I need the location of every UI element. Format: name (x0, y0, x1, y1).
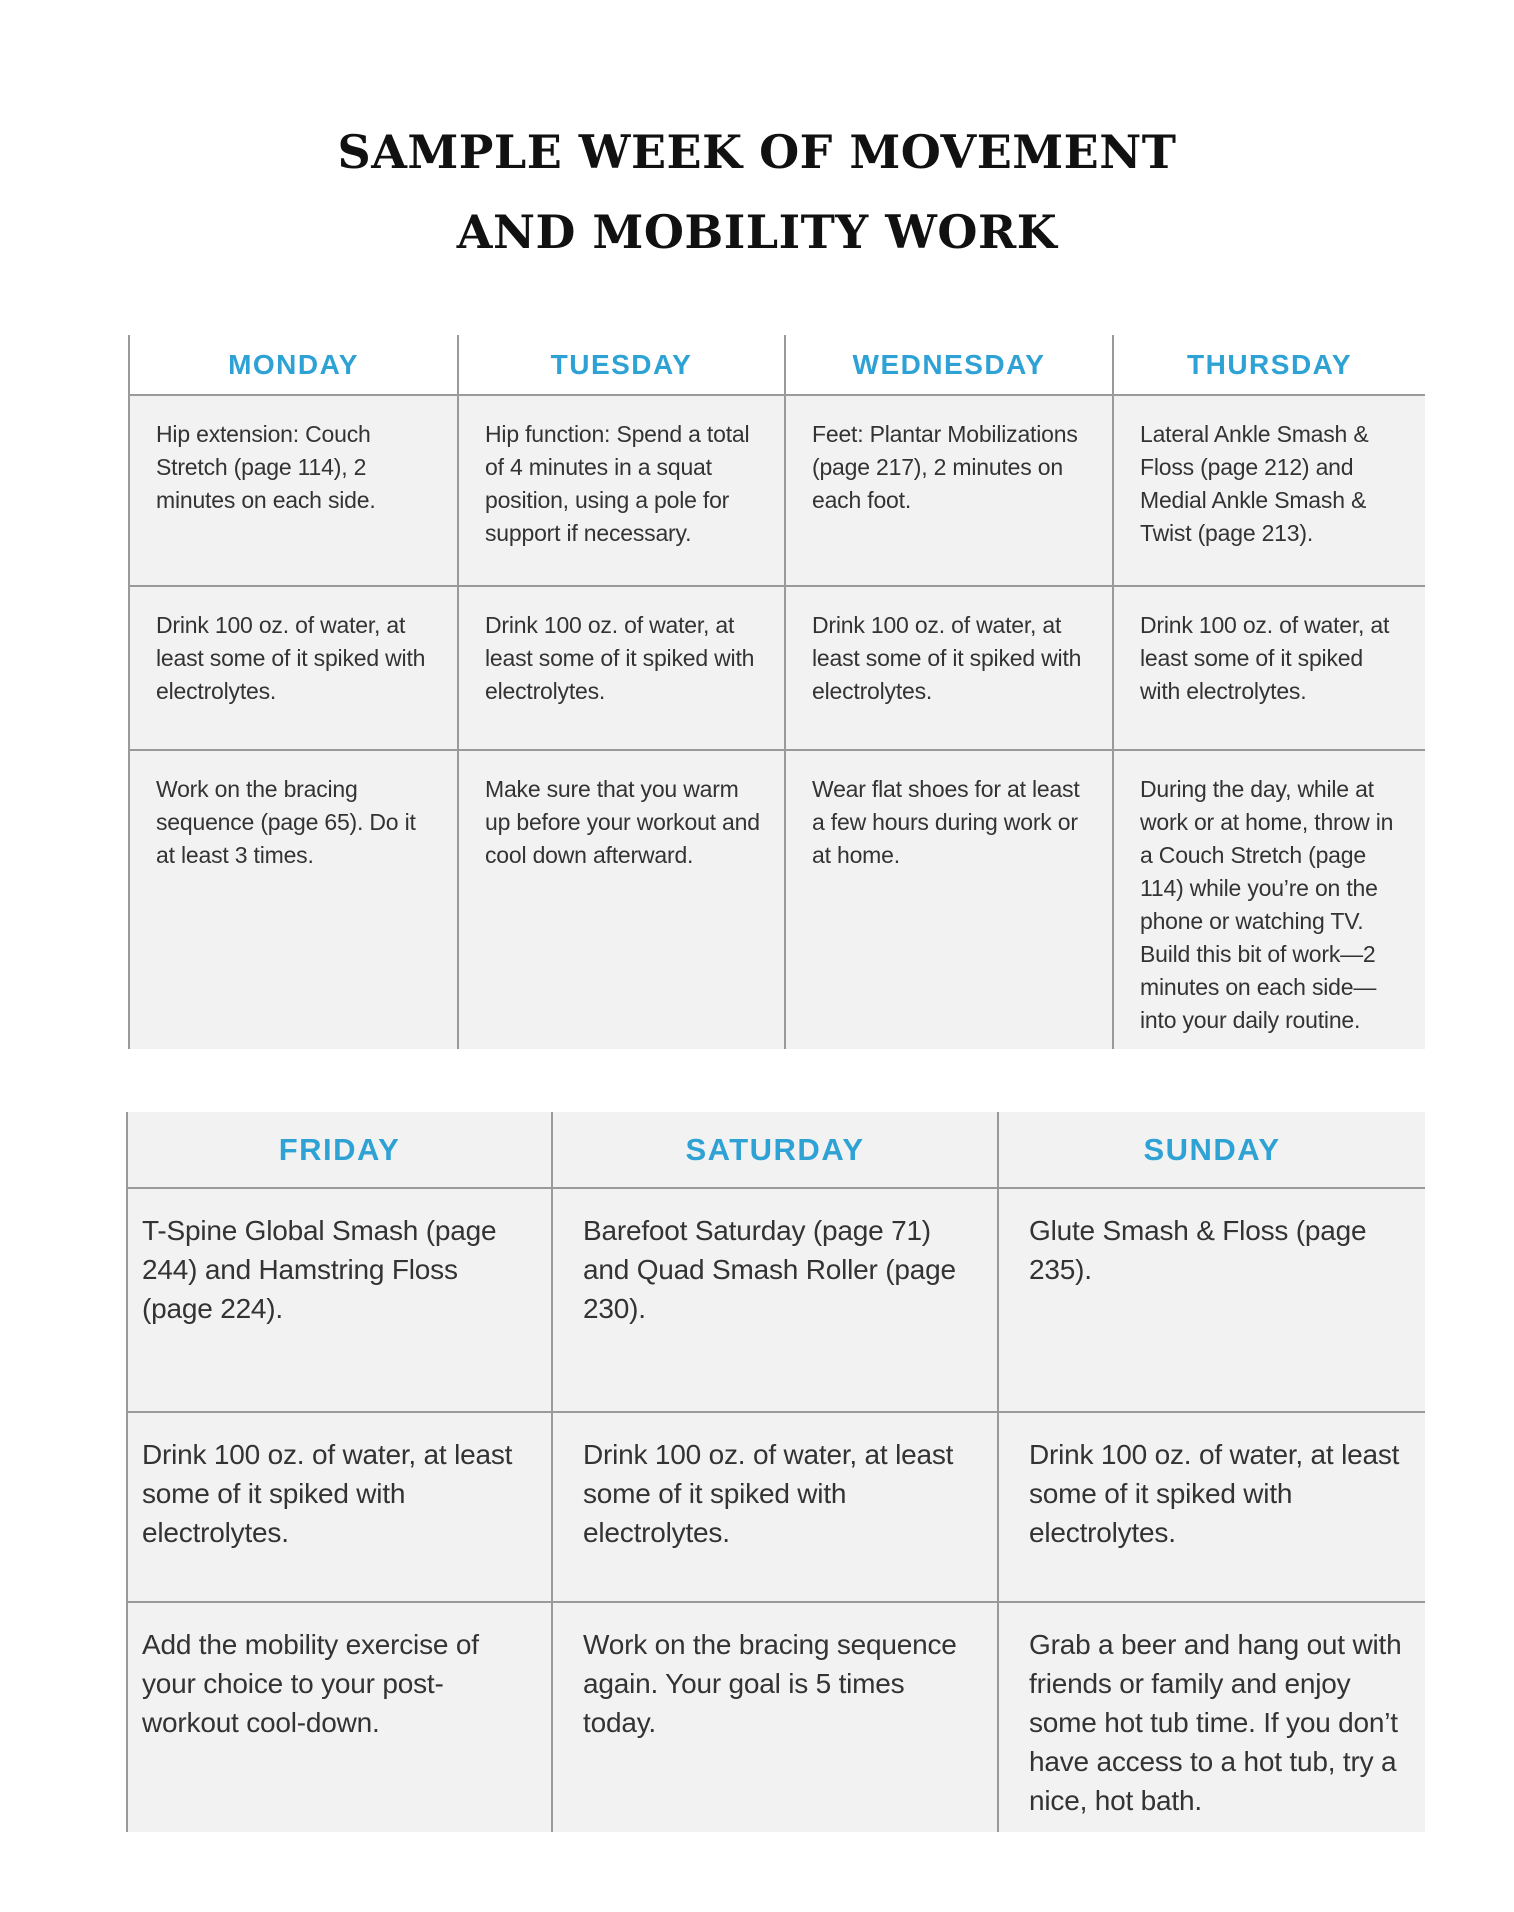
header-row (129, 335, 1425, 395)
cell-monday-hydration: Drink 100 oz. of water, at least some of it spiked with electrolytes. (129, 586, 458, 750)
cell-tuesday-hydration: Drink 100 oz. of water, at least some of it spiked with electrolytes. (458, 586, 785, 750)
table-row (129, 395, 1425, 586)
title-line-2: AND MOBILITY WORK (456, 205, 1058, 259)
day-header-thursday: THURSDAY (1113, 335, 1425, 395)
cell-saturday-hydration: Drink 100 oz. of water, at least some of it spiked with electrolytes. (552, 1412, 998, 1602)
header-row (127, 1112, 1425, 1188)
cell-tuesday-mobility: Hip function: Spend a total of 4 minutes in a squat position, using a pole for support if necessary. (458, 395, 785, 586)
cell-monday-habit: Work on the bracing sequence (page 65). Do it at least 3 times. (129, 750, 458, 1049)
table-row (127, 1188, 1425, 1412)
schedule-table-mon-thu (128, 335, 1425, 1049)
cell-friday-hydration: Drink 100 oz. of water, at least some of it spiked with electrolytes. (127, 1412, 552, 1602)
cell-wednesday-habit: Wear flat shoes for at least a few hours during work or at home. (785, 750, 1113, 1049)
cell-thursday-habit: During the day, while at work or at home, throw in a Couch Stretch (page 114) while you’re on the phone or watching TV. Build this bit of work—2 minutes on each side—into your daily routine. (1113, 750, 1425, 1049)
table-row (127, 1602, 1425, 1832)
table-row (129, 586, 1425, 750)
cell-thursday-hydration: Drink 100 oz. of water, at least some of it spiked with electrolytes. (1113, 586, 1425, 750)
table-row (129, 750, 1425, 1049)
cell-sunday-habit: Grab a beer and hang out with friends or family and enjoy some hot tub time. If you don’t have access to a hot tub, try a nice, hot bath. (998, 1602, 1425, 1832)
cell-monday-mobility: Hip extension: Couch Stretch (page 114), 2 minutes on each side. (129, 395, 458, 586)
cell-sunday-hydration: Drink 100 oz. of water, at least some of it spiked with electrolytes. (998, 1412, 1425, 1602)
schedule-table-fri-sun (126, 1112, 1425, 1832)
cell-saturday-habit: Work on the bracing sequence again. Your goal is 5 times today. (552, 1602, 998, 1832)
cell-tuesday-habit: Make sure that you warm up before your workout and cool down afterward. (458, 750, 785, 1049)
day-header-wednesday: WEDNESDAY (785, 335, 1113, 395)
day-header-saturday: SATURDAY (552, 1112, 998, 1188)
cell-friday-mobility: T-Spine Global Smash (page 244) and Hamstring Floss (page 224). (127, 1188, 552, 1412)
cell-wednesday-hydration: Drink 100 oz. of water, at least some of it spiked with electrolytes. (785, 586, 1113, 750)
title-line-1: SAMPLE WEEK OF MOVEMENT (337, 125, 1177, 179)
table-row (127, 1412, 1425, 1602)
cell-sunday-mobility: Glute Smash & Floss (page 235). (998, 1188, 1425, 1412)
day-header-tuesday: TUESDAY (458, 335, 785, 395)
day-header-monday: MONDAY (129, 335, 458, 395)
cell-thursday-mobility: Lateral Ankle Smash & Floss (page 212) and Medial Ankle Smash & Twist (page 213). (1113, 395, 1425, 586)
cell-saturday-mobility: Barefoot Saturday (page 71) and Quad Smash Roller (page 230). (552, 1188, 998, 1412)
day-header-sunday: SUNDAY (998, 1112, 1425, 1188)
cell-friday-habit: Add the mobility exercise of your choice to your post-workout cool-down. (127, 1602, 552, 1832)
cell-wednesday-mobility: Feet: Plantar Mobilizations (page 217), 2 minutes on each foot. (785, 395, 1113, 586)
page-title (0, 112, 1514, 272)
day-header-friday: FRIDAY (127, 1112, 552, 1188)
